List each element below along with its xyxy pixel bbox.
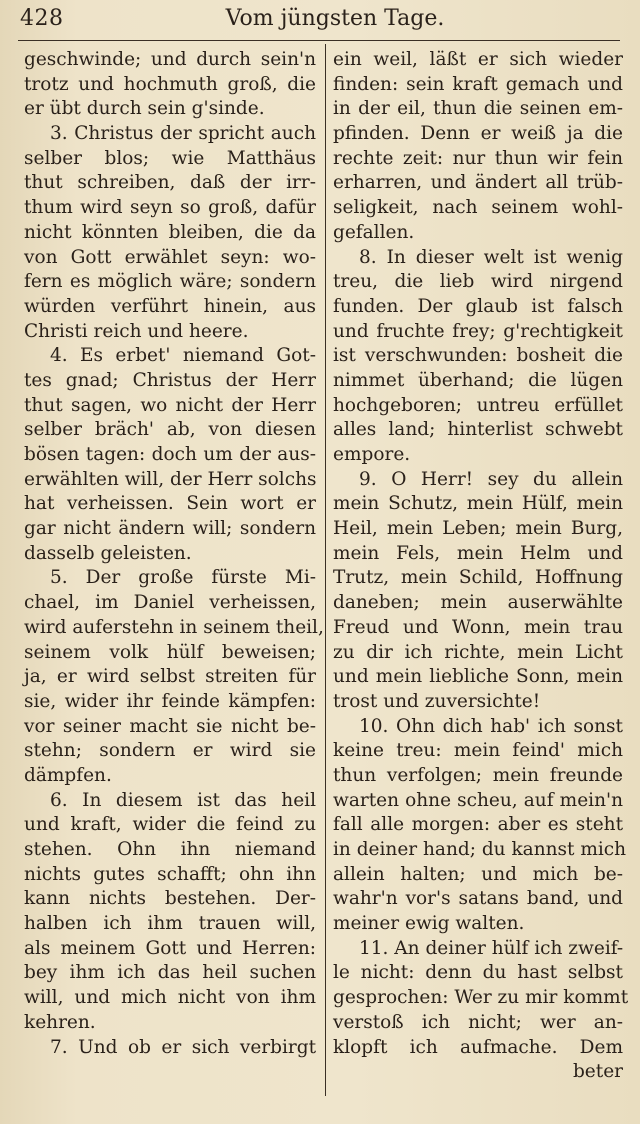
text-line: gar nicht ändern will; sondern xyxy=(24,518,316,540)
text-line: selber blos; wie Matthäus xyxy=(24,147,316,169)
text-line: Heil, mein Leben; mein Burg, xyxy=(333,518,623,540)
text-line: verstoß ich nicht; wer an- xyxy=(333,1011,623,1033)
text-line: selber bräch' ab, von diesen xyxy=(24,419,316,441)
page-number: 428 xyxy=(20,6,64,31)
text-line: 8. In dieser welt ist wenig xyxy=(359,246,623,268)
text-line: le nicht: denn du hast selbst xyxy=(333,962,623,984)
text-line: warten ohne scheu, auf mein'n xyxy=(333,789,623,811)
text-line: thum wird seyn so groß, dafür xyxy=(24,197,316,219)
text-line: kehren. xyxy=(24,1011,96,1033)
text-line: Christi reich und heere. xyxy=(24,320,249,342)
text-line: empore. xyxy=(333,444,411,465)
running-title: Vom jüngsten Tage. xyxy=(225,6,445,31)
text-line: ja, er wird selbst streiten für xyxy=(24,666,316,688)
text-line: halben ich ihm trauen will, xyxy=(24,913,316,935)
text-line: seligkeit, nach seinem wohl- xyxy=(333,197,623,219)
text-line: thut sagen, wo nicht der Herr xyxy=(24,394,316,416)
text-line: trotz und hochmuth groß, die xyxy=(24,73,316,95)
text-line: nimmet überhand; die lügen xyxy=(333,369,623,391)
text-line: 3. Christus der spricht auch xyxy=(50,123,316,145)
text-line: hochgeboren; untreu erfüllet xyxy=(333,394,623,416)
text-line: 7. Und ob er sich verbirgt xyxy=(50,1036,316,1058)
text-line: von Gott erwählet seyn: wo- xyxy=(24,246,316,268)
text-line: rechte zeit: nur thun wir fein xyxy=(333,147,623,169)
text-line: daneben; mein auserwählte xyxy=(333,592,623,614)
text-line: treu, die lieb wird nirgend xyxy=(333,271,623,293)
text-line: 4. Es erbet' niemand Got- xyxy=(50,345,316,367)
text-line: will, und mich nicht von ihm xyxy=(24,987,316,1009)
text-line: und mein liebliche Sonn, mein xyxy=(333,666,623,688)
text-line: alles land; hinterlist schwebt xyxy=(333,419,623,441)
text-line: pfinden. Denn er weiß ja die xyxy=(333,123,623,145)
text-line: in deiner hand; du kannst mich xyxy=(333,839,627,860)
text-line: 11. An deiner hülf ich zweif- xyxy=(359,937,624,959)
text-line: allein halten; und mich be- xyxy=(333,863,623,885)
text-line: hat verheissen. Sein wort er xyxy=(24,493,316,515)
text-line: bösen tagen: doch um der aus- xyxy=(24,444,316,465)
text-line: wahr'n vor's satans band, und xyxy=(333,888,623,910)
text-line: keine treu: mein feind' mich xyxy=(333,740,623,762)
left-column xyxy=(24,48,324,1060)
text-line: und kraft, wider die feind zu xyxy=(24,814,316,836)
text-line: und fruchte frey; g'rechtigkeit xyxy=(333,320,623,342)
text-line: in der eil, thun die seinen em- xyxy=(333,98,623,120)
text-line: thut schreiben, daß der irr- xyxy=(24,172,316,194)
text-line: finden: sein kraft gemach und xyxy=(333,73,623,95)
text-line: dämpfen. xyxy=(24,764,112,786)
text-line: tes gnad; Christus der Herr xyxy=(24,369,316,391)
text-line: würden verführt hinein, aus xyxy=(24,295,316,317)
text-line: funden. Der glaub ist falsch xyxy=(333,295,623,317)
text-line: seinem volk hülf beweisen; xyxy=(24,641,316,663)
text-line: bey ihm ich das heil suchen xyxy=(24,962,316,984)
text-line: ist verschwunden: bosheit die xyxy=(333,345,623,367)
text-line: 9. O Herr! sey du allein xyxy=(359,468,623,490)
text-line: sie, wider ihr feinde kämpfen: xyxy=(24,690,316,712)
text-line: mein Fels, mein Helm und xyxy=(333,542,623,564)
text-line: dasselb geleisten. xyxy=(24,542,192,564)
text-line: klopft ich aufmache. Dem xyxy=(333,1036,623,1058)
text-line: meiner ewig walten. xyxy=(333,913,525,935)
text-line: ein weil, läßt er sich wieder xyxy=(333,49,623,70)
text-line: 10. Ohn dich hab' ich sonst xyxy=(359,715,623,737)
text-line: nichts gutes schafft; ohn ihn xyxy=(24,863,316,885)
text-line: chael, im Daniel verheissen, xyxy=(24,592,316,614)
text-line: er übt durch sein g'sinde. xyxy=(24,98,265,120)
text-line: gefallen. xyxy=(333,221,415,243)
text-line: trost und zuversichte! xyxy=(333,690,541,712)
text-line: fall alle morgen: aber es steht xyxy=(333,814,623,836)
text-line: nicht könnten bleiben, die da xyxy=(24,221,316,243)
right-column xyxy=(333,48,629,1085)
text-line: Freud und Wonn, mein trau xyxy=(333,616,623,638)
text-line: geschwinde; und durch sein'n xyxy=(24,49,316,70)
text-line: stehn; sondern er wird sie xyxy=(24,740,316,762)
text-line: fern es möglich wäre; sondern xyxy=(24,271,316,293)
text-line: thun verfolgen; mein freunde xyxy=(333,764,623,786)
text-line: als meinem Gott und Herren: xyxy=(24,937,316,959)
text-line: beter xyxy=(572,1061,623,1083)
text-line: vor seiner macht sie nicht be- xyxy=(24,715,316,737)
page-header xyxy=(0,0,640,44)
text-line: erharren, und ändert all trüb- xyxy=(333,172,623,194)
text-line: wird auferstehn in seinem theil, xyxy=(24,616,324,638)
text-line: gesprochen: Wer zu mir kommt xyxy=(333,987,629,1009)
text-line: kann nichts bestehen. Der- xyxy=(24,888,316,910)
text-line: mein Schutz, mein Hülf, mein xyxy=(333,493,623,515)
text-line: zu dir ich richte, mein Licht xyxy=(333,641,623,663)
text-line: stehen. Ohn ihn niemand xyxy=(24,839,316,860)
header-rule xyxy=(18,40,620,41)
column-divider xyxy=(325,44,326,1096)
text-line: 6. In diesem ist das heil xyxy=(50,789,316,811)
text-line: 5. Der große fürste Mi- xyxy=(50,567,316,589)
text-line: Trutz, mein Schild, Hoffnung xyxy=(333,567,623,589)
text-line: erwählten will, der Herr solchs xyxy=(24,468,317,490)
